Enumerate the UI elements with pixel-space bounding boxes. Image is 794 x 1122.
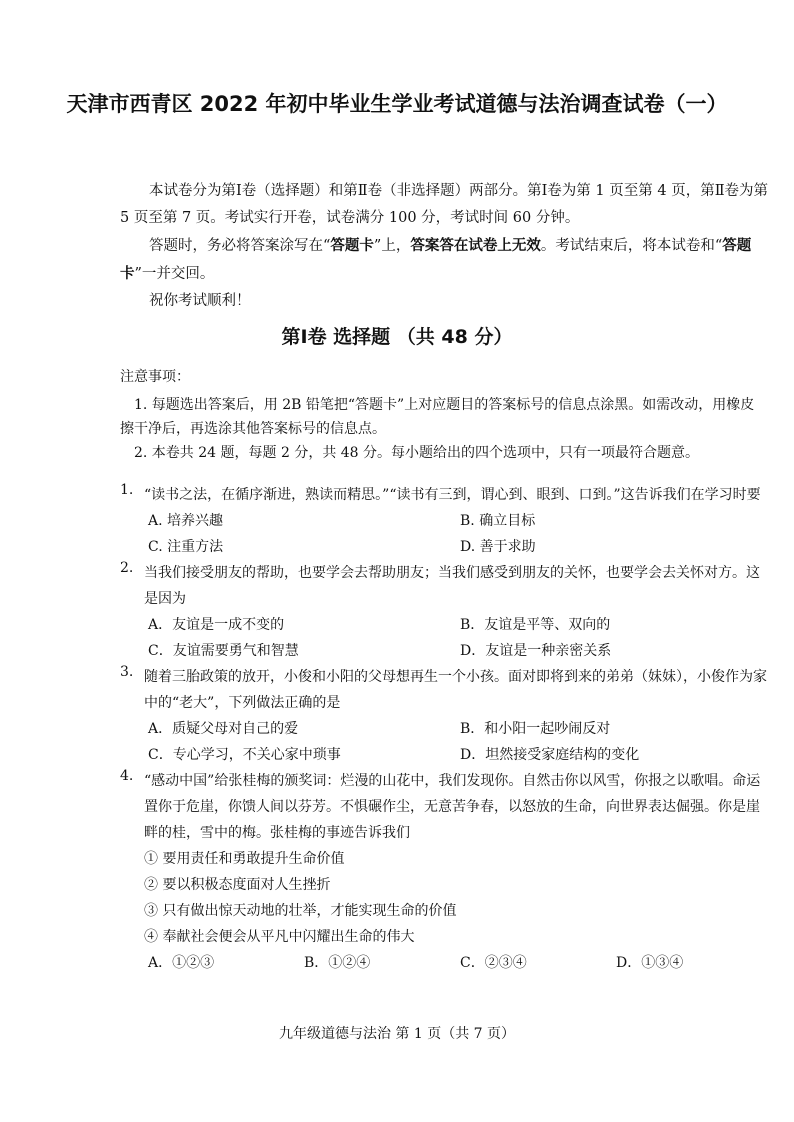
notice-heading: 注意事项： <box>120 369 190 385</box>
intro-section <box>120 178 770 315</box>
question-number: 1. <box>120 482 134 498</box>
question-list <box>120 482 772 976</box>
question-stem: 当我们接受朋友的帮助，也要学会去帮助朋友；当我们感受到朋友的关怀，也要学会去关怀对方。这是因为 <box>144 565 760 607</box>
option-c: C. 注重方法 <box>148 539 224 555</box>
exam-title: 天津市西青区 2022 年初中毕业生学业考试道德与法治调查试卷（一） <box>66 92 728 116</box>
option-b: B．友谊是平等、双向的 <box>460 617 611 633</box>
option-c: C．友谊需要勇气和智慧 <box>148 643 299 659</box>
option-grid <box>120 716 772 768</box>
notice-item-2: 2. 本卷共 24 题，每题 2 分，共 48 分。每小题给出的四个选项中，只有一项最符合题意。 <box>134 445 700 461</box>
option-b: B．①②④ <box>304 955 371 971</box>
question-stem: 随着三胎政策的放开，小俊和小阳的父母想再生一个小孩。面对即将到来的弟弟（妹妹），小俊作为家中的“老大”，下列做法正确的是 <box>144 669 767 711</box>
question-number: 2. <box>120 560 134 576</box>
option-a: A．①②③ <box>148 955 215 971</box>
section-title: 第Ⅰ卷 选择题 （共 48 分） <box>281 326 513 348</box>
option-b: B．和小阳一起吵闹反对 <box>460 721 611 737</box>
option-grid <box>120 508 772 560</box>
question-4 <box>120 768 772 976</box>
question-stem: “感动中国”给张桂梅的颁奖词：烂漫的山花中，我们发现你。自然击你以风雪，你报之以歌唱。命运置你于危崖，你馈人间以芬芳。不惧碾作尘，无意苦争春，以怒放的生命，向世界表达倔强。你是崖畔的桂，雪中的梅。张桂梅的事迹告诉我们 <box>144 773 761 841</box>
option-b: B. 确立目标 <box>460 513 536 529</box>
question-2 <box>120 560 772 664</box>
option-d: D．①③④ <box>616 955 684 971</box>
option-d: D. 善于求助 <box>460 539 536 555</box>
question-1 <box>120 482 772 560</box>
option-c: C．②③④ <box>460 955 527 971</box>
intro-paragraph-2: 答题时，务必将答案涂写在“答题卡”上，答案答在试卷上无效。考试结束后，将本试卷和“答题卡”一并交回。 <box>120 237 752 282</box>
option-grid <box>120 612 772 664</box>
option-a: A．友谊是一成不变的 <box>148 617 285 633</box>
option-c: C．专心学习，不关心家中琐事 <box>148 747 341 763</box>
statement-4: ④ 奉献社会便会从平凡中闪耀出生命的伟大 <box>144 929 415 945</box>
option-row <box>120 950 772 976</box>
option-a: A. 培养兴趣 <box>148 513 224 529</box>
page-footer: 九年级道德与法治 第 1 页（共 7 页） <box>278 1026 516 1042</box>
intro-paragraph-1: 本试卷分为第Ⅰ卷（选择题）和第Ⅱ卷（非选择题）两部分。第Ⅰ卷为第 1 页至第 4 页，第Ⅱ卷为第 5 页至第 7 页。考试实行开卷，试卷满分 100 分，考试时间 60 分钟。 <box>120 183 769 226</box>
notice-section <box>120 365 768 465</box>
option-d: D．友谊是一种亲密关系 <box>460 643 612 659</box>
question-3 <box>120 664 772 768</box>
option-d: D．坦然接受家庭结构的变化 <box>460 747 640 763</box>
question-number: 3. <box>120 664 134 680</box>
question-number: 4. <box>120 768 134 784</box>
statement-2: ② 要以积极态度面对人生挫折 <box>144 877 331 893</box>
question-stem: “读书之法，在循序渐进，熟读而精思。”“读书有三到，谓心到、眼到、口到。”这告诉我们在学习时要 <box>144 487 761 503</box>
intro-paragraph-3: 祝你考试顺利！ <box>149 293 251 309</box>
statement-1: ① 要用责任和勇敢提升生命价值 <box>144 851 345 867</box>
statement-3: ③ 只有做出惊天动地的壮举，才能实现生命的价值 <box>144 903 457 919</box>
option-a: A．质疑父母对自己的爱 <box>148 721 299 737</box>
notice-item-1: 1. 每题选出答案后，用 2B 铅笔把“答题卡”上对应题目的答案标号的信息点涂黑。如需改动，用橡皮擦干净后，再选涂其他答案标号的信息点。 <box>120 397 755 437</box>
